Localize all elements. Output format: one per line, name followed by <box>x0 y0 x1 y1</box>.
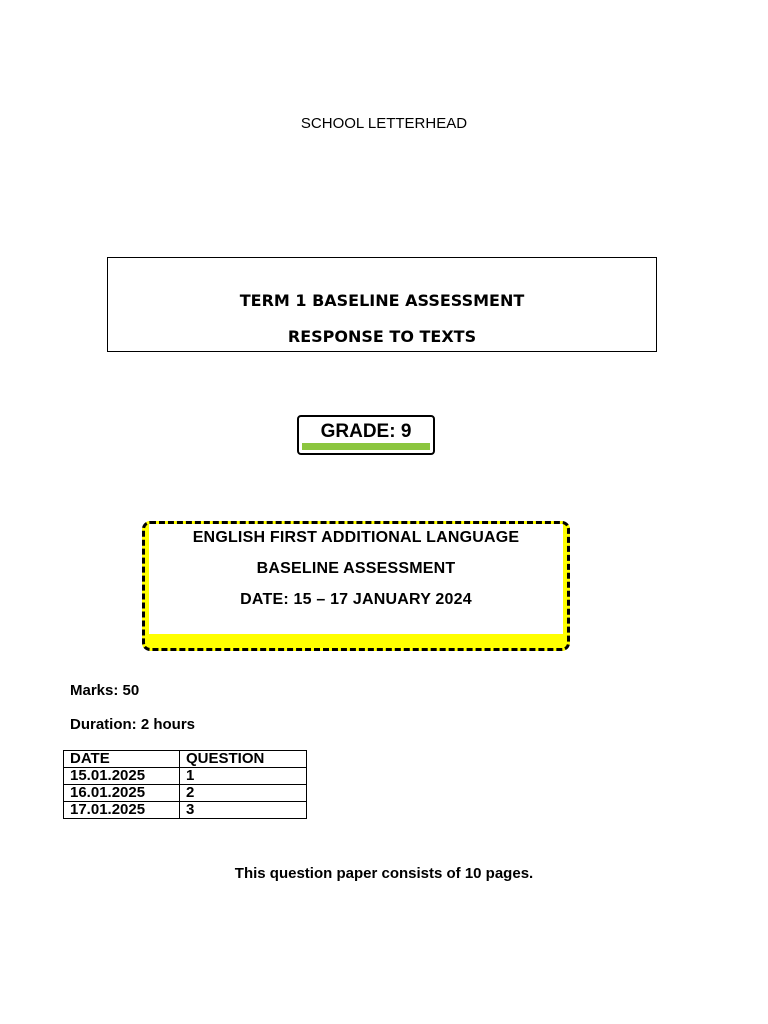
table-row <box>64 785 307 802</box>
question-cell: 2 <box>180 785 307 802</box>
table-row <box>64 802 307 819</box>
date-cell: 15.01.2025 <box>64 768 180 785</box>
duration-label: Duration: 2 hours <box>70 716 196 733</box>
subject-box <box>142 521 570 651</box>
subject-box-content <box>149 524 563 634</box>
assessment-type: BASELINE ASSESSMENT <box>256 560 456 577</box>
grade-accent-bar <box>302 443 430 450</box>
table-header-row <box>64 751 307 768</box>
title-box <box>107 257 657 352</box>
school-letterhead: SCHOOL LETTERHEAD <box>300 115 468 132</box>
question-cell: 1 <box>180 768 307 785</box>
column-header-date: DATE <box>64 751 180 768</box>
assessment-title: TERM 1 BASELINE ASSESSMENT <box>239 291 525 310</box>
schedule-table <box>63 750 307 819</box>
grade-box <box>297 415 435 455</box>
marks-label: Marks: 50 <box>70 682 140 699</box>
table-row <box>64 768 307 785</box>
question-cell: 3 <box>180 802 307 819</box>
date-cell: 17.01.2025 <box>64 802 180 819</box>
assessment-subtitle: RESPONSE TO TEXTS <box>287 327 477 346</box>
page-count-note: This question paper consists of 10 pages. <box>234 865 534 882</box>
column-header-question: QUESTION <box>180 751 307 768</box>
assessment-date: DATE: 15 – 17 JANUARY 2024 <box>240 591 472 608</box>
grade-label: GRADE: 9 <box>302 420 430 443</box>
subject-name: ENGLISH FIRST ADDITIONAL LANGUAGE <box>192 529 520 546</box>
date-cell: 16.01.2025 <box>64 785 180 802</box>
